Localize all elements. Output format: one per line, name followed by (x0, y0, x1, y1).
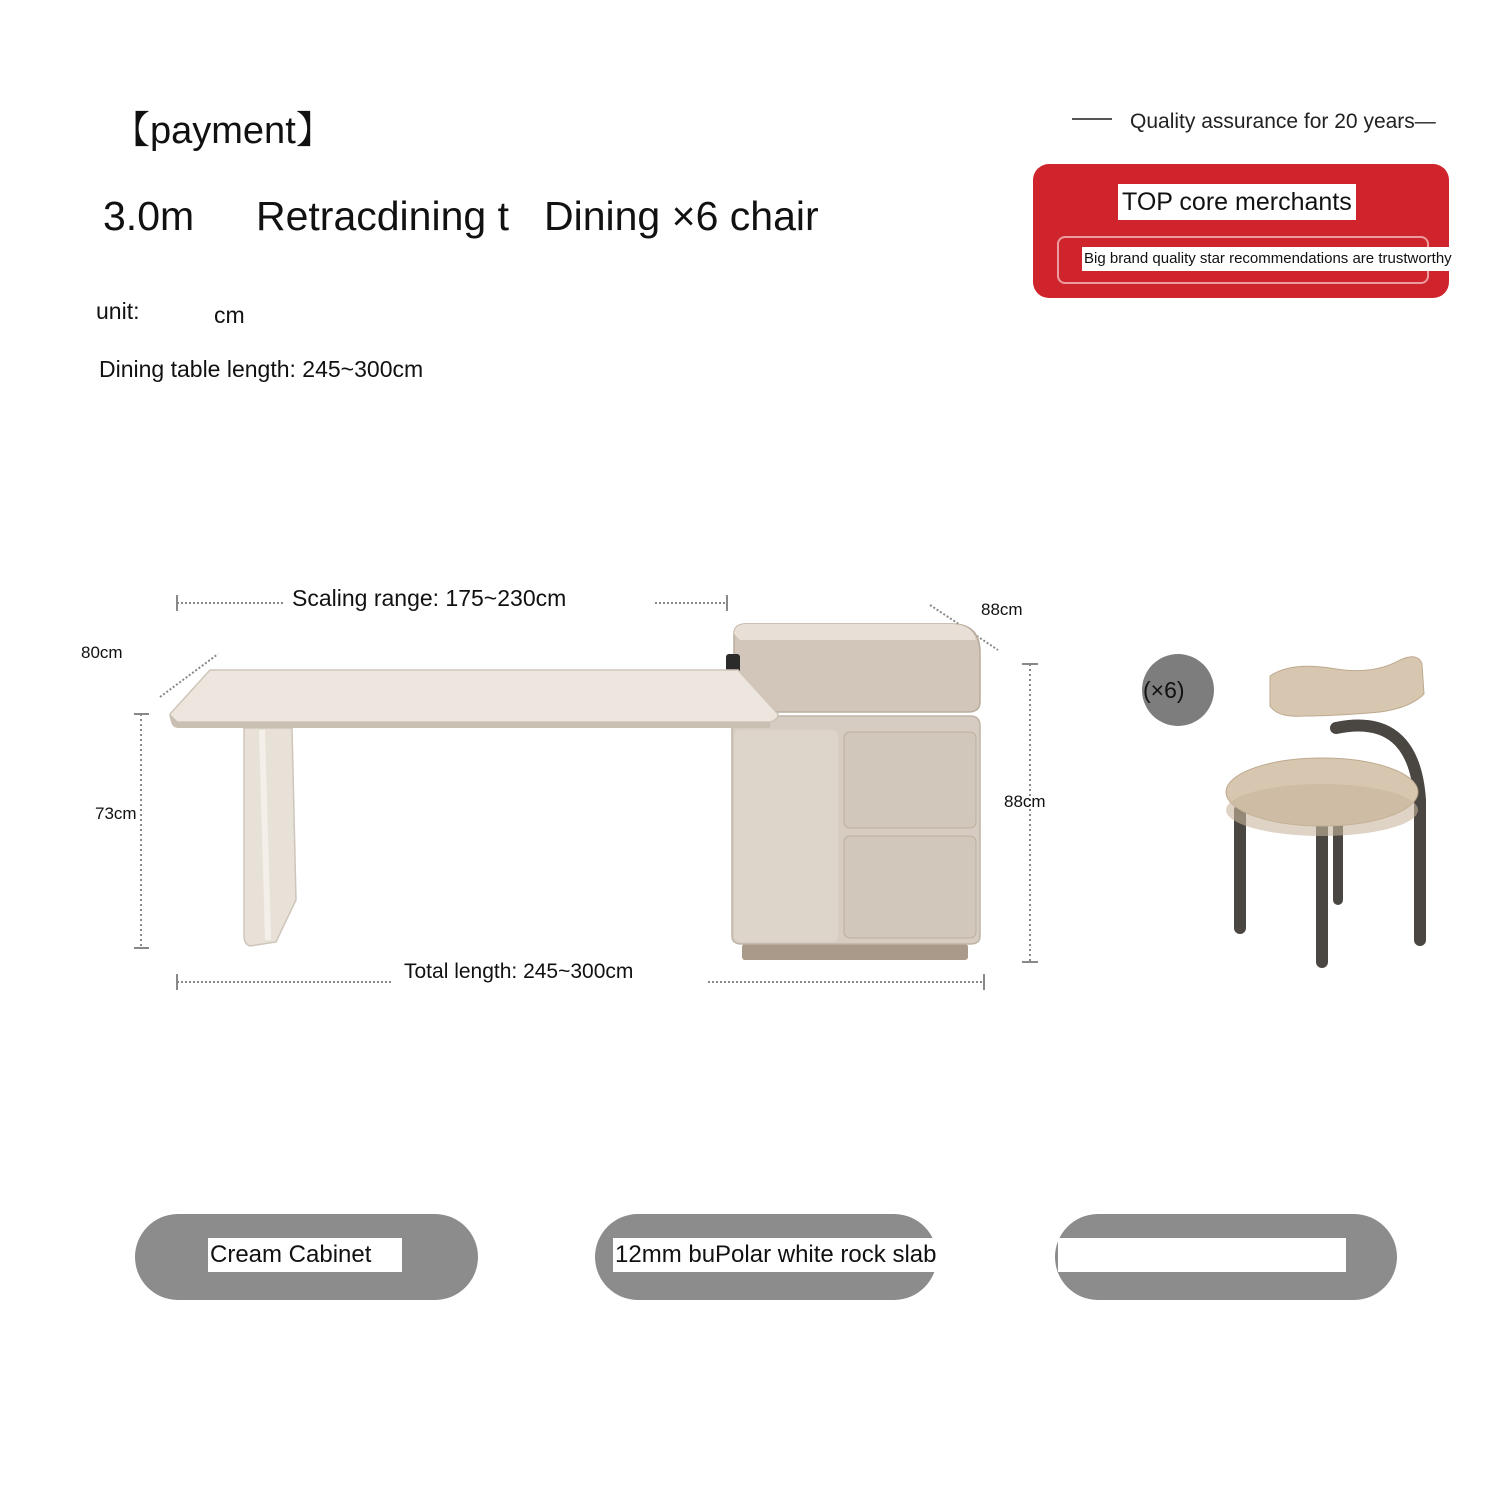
table-length-text: Dining table length: 245~300cm (99, 356, 424, 382)
cabinet-drawer-bottom (844, 836, 976, 938)
badge-subtitle: Big brand quality star recommendations are trustworthy (1082, 247, 1454, 271)
title-size: 3.0m (103, 193, 195, 239)
total-length-label: Total length: 245~300cm (404, 960, 634, 983)
feature-label-third (1058, 1238, 1346, 1272)
chair-backrest (1270, 657, 1424, 716)
cabinet-drawer-top (844, 732, 976, 828)
feature-label-cabinet: Cream Cabinet (208, 1238, 402, 1272)
badge-title: TOP core merchants (1118, 184, 1356, 220)
scaling-range-label: Scaling range: 175~230cm (292, 585, 567, 611)
cabinet-side-panel (734, 730, 838, 942)
table-height-label: 73cm (95, 804, 137, 823)
chair-count-label: (×6) (1143, 677, 1185, 703)
title-part1: Retracdining t (256, 193, 509, 239)
cabinet-top-surface (734, 624, 976, 640)
cabinet-height-label: 88cm (1004, 792, 1046, 811)
title-part2: Dining ×6 chair (544, 193, 819, 239)
quality-assurance-text: Quality assurance for 20 years— (1130, 110, 1436, 133)
table-width-label: 80cm (81, 643, 123, 662)
payment-heading: 【payment】 (112, 110, 334, 152)
unit-value: cm (214, 302, 245, 328)
chair-seat-shadow (1226, 784, 1418, 836)
cabinet-base (742, 944, 968, 960)
tabletop (170, 670, 778, 722)
cabinet-depth-label: 88cm (981, 600, 1023, 619)
feature-label-slab: 12mm buPolar white rock slab (613, 1238, 938, 1272)
unit-label: unit: (96, 298, 140, 324)
